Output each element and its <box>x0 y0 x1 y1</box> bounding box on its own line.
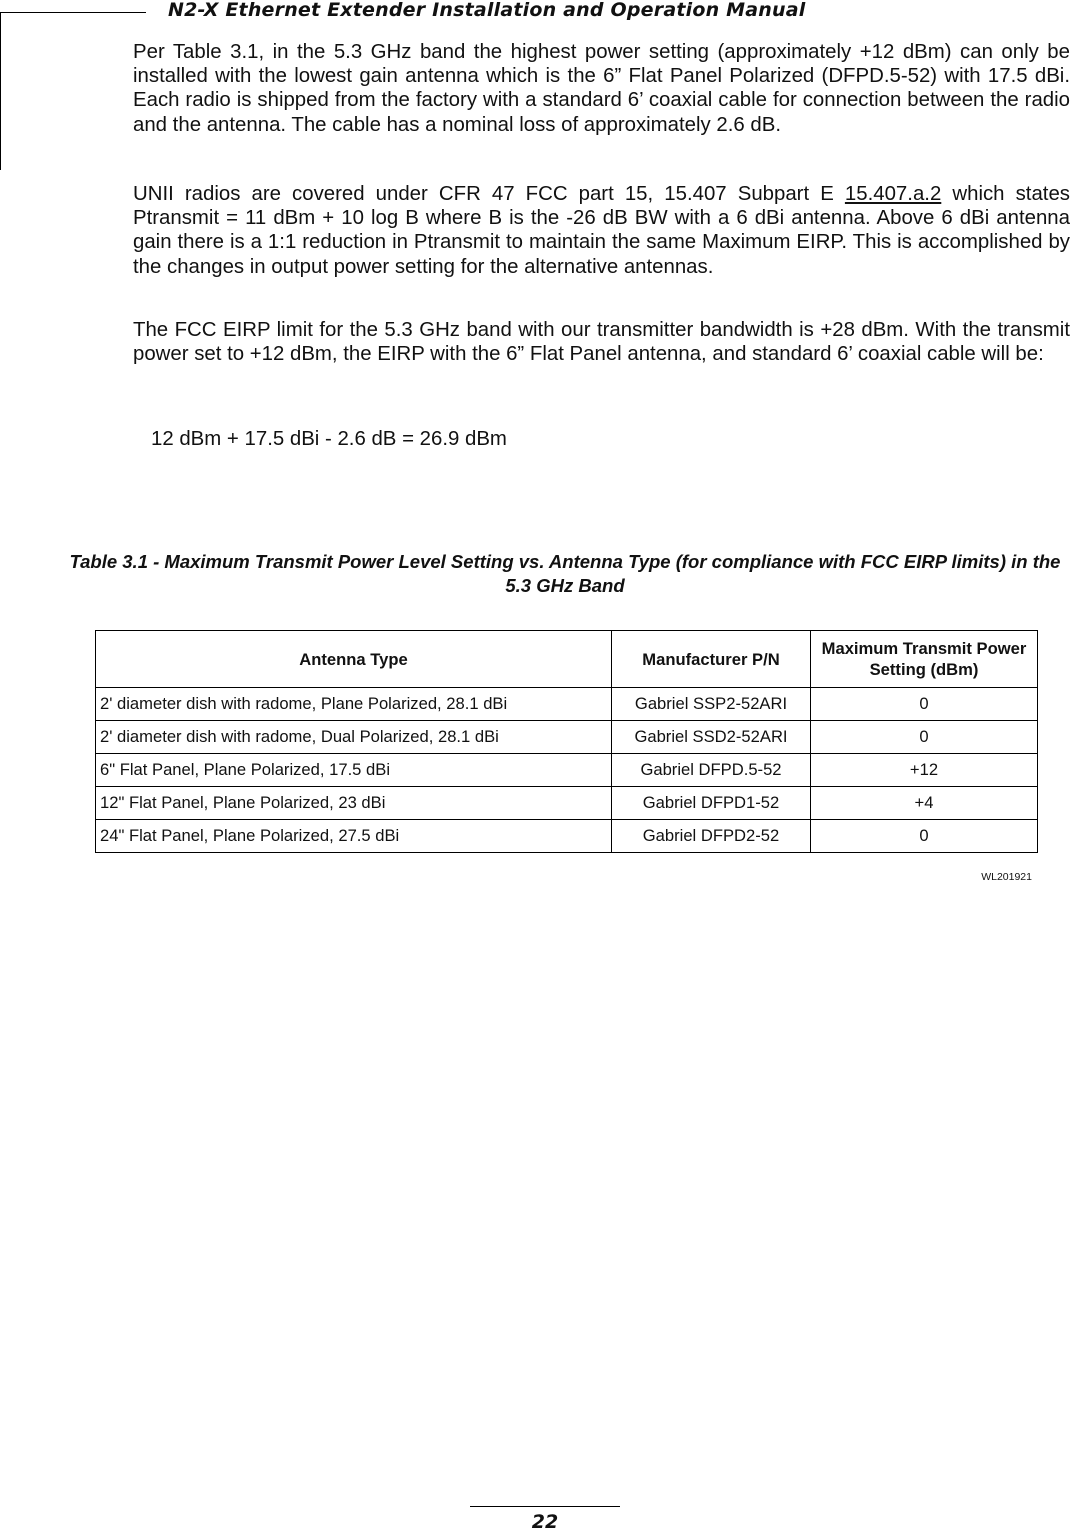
table-row <box>96 754 1038 787</box>
figure-code: WL201921 <box>981 871 1032 883</box>
table-row <box>96 688 1038 721</box>
col-header-antenna-type: Antenna Type <box>96 631 612 688</box>
table-row <box>96 721 1038 754</box>
unii-text-start: UNII radios are covered under CFR 47 FCC part 15, 15.407 Subpart E <box>133 183 845 205</box>
cell-antenna-type: 12" Flat Panel, Plane Polarized, 23 dBi <box>96 787 612 820</box>
cell-part-number: Gabriel DFPD.5-52 <box>612 754 811 787</box>
power-vs-antenna-table <box>95 630 1038 853</box>
col-header-max-power: Maximum Transmit Power Setting (dBm) <box>811 631 1038 688</box>
cell-part-number: Gabriel SSD2-52ARI <box>612 721 811 754</box>
cell-antenna-type: 6" Flat Panel, Plane Polarized, 17.5 dBi <box>96 754 612 787</box>
cell-antenna-type: 2' diameter dish with radome, Plane Polarized, 28.1 dBi <box>96 688 612 721</box>
cell-max-power: +4 <box>811 787 1038 820</box>
header-rule <box>0 12 146 13</box>
cell-max-power: +12 <box>811 754 1038 787</box>
page-number: 22 <box>531 1511 559 1533</box>
table-caption: Table 3.1 - Maximum Transmit Power Level Setting vs. Antenna Type (for compliance with FCC EIRP limits) in the 5.3 GHz Band <box>69 551 1061 596</box>
paragraph-unii-rules <box>133 182 1070 279</box>
cell-max-power: 0 <box>811 721 1038 754</box>
cell-antenna-type: 2' diameter dish with radome, Dual Polarized, 28.1 dBi <box>96 721 612 754</box>
table-header-row <box>96 631 1038 688</box>
regulation-link[interactable]: 15.407.a.2 <box>844 183 942 205</box>
table-row <box>96 820 1038 853</box>
footer-rule <box>470 1506 620 1507</box>
unii-text-end: which states Ptransmit = 11 dBm + 10 log B where B is the -26 dB BW with a 6 dBi antenna. Above 6 dBi antenna gain there is a 1:1 reduction in Ptransmit to maintain the same Maximum EIRP. This is accomplished by the changes in output power setting for the alternative antennas. <box>133 183 1070 278</box>
paragraph-power-setting: Per Table 3.1, in the 5.3 GHz band the highest power setting (approximately +12 dBm) can only be installed with the lowest gain antenna which is the 6” Flat Panel Polarized (DFPD.5-52) with 17.5 dBi. Each radio is shipped from the factory with a standard 6’ coaxial cable for connection between the radio and the antenna. The cable has a nominal loss of approximately 2.6 dB. <box>133 41 1070 136</box>
cell-part-number: Gabriel DFPD2-52 <box>612 820 811 853</box>
cell-antenna-type: 24" Flat Panel, Plane Polarized, 27.5 dBi <box>96 820 612 853</box>
cell-part-number: Gabriel DFPD1-52 <box>612 787 811 820</box>
margin-rule <box>0 12 1 170</box>
manual-title: N2-X Ethernet Extender Installation and Operation Manual <box>168 0 806 21</box>
table-row <box>96 787 1038 820</box>
cell-max-power: 0 <box>811 820 1038 853</box>
cell-part-number: Gabriel SSP2-52ARI <box>612 688 811 721</box>
paragraph-eirp-limit: The FCC EIRP limit for the 5.3 GHz band with our transmitter bandwidth is +28 dBm. With the transmit power set to +12 dBm, the EIRP with the 6” Flat Panel antenna, and standard 6’ coaxial cable will be: <box>133 319 1070 366</box>
eirp-formula: 12 dBm + 17.5 dBi - 2.6 dB = 26.9 dBm <box>151 428 507 450</box>
col-header-part-number: Manufacturer P/N <box>612 631 811 688</box>
cell-max-power: 0 <box>811 688 1038 721</box>
